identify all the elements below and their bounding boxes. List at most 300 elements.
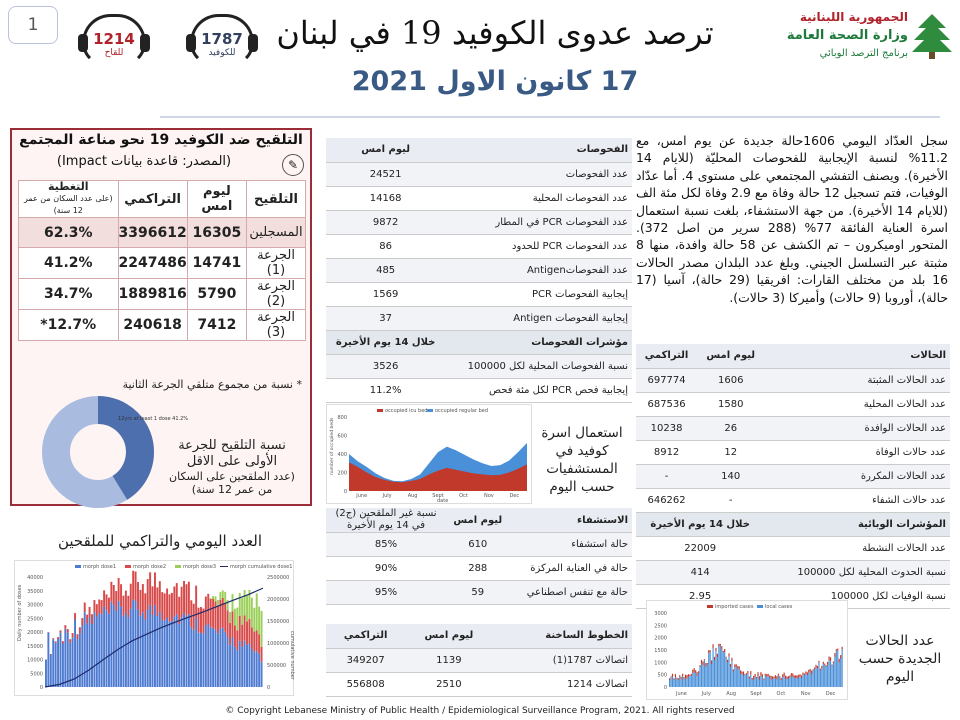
dose2-bar xyxy=(227,610,229,636)
tick-label: 2500000 xyxy=(267,575,290,581)
dose2-bar xyxy=(72,633,74,637)
local-cases-bar xyxy=(805,674,806,687)
vaccination-title: التلقيح ضد الكوفيد 19 نحو مناعة المجتمع xyxy=(19,132,303,148)
imported-cases-bar xyxy=(681,677,682,679)
dose2-bar xyxy=(110,582,112,602)
dose3-bar xyxy=(246,596,248,622)
local-cases-bar xyxy=(791,676,792,687)
local-cases-bar xyxy=(695,673,696,687)
report-date: 17 كانون الاول 2021 xyxy=(351,66,639,97)
imported-cases-bar xyxy=(726,657,727,658)
local-cases-bar xyxy=(778,676,779,687)
dose1-bar xyxy=(176,614,178,687)
imported-cases-bar xyxy=(786,677,787,680)
imported-cases-bar xyxy=(714,657,715,660)
dose2-bar xyxy=(76,634,78,639)
imported-cases-bar xyxy=(773,677,774,678)
copyright: © Copyright Lebanese Ministry of Public Health / Epidemiological Surveillance Program, 2021. All rights reserved xyxy=(225,706,735,716)
imported-cases-bar xyxy=(775,675,776,678)
tick-label: 500 xyxy=(657,672,667,679)
local-cases-bar xyxy=(801,678,802,687)
imported-cases-bar xyxy=(815,665,816,668)
local-cases-bar xyxy=(669,680,670,687)
logo-line-2: وزارة الصحة العامة xyxy=(786,28,908,43)
local-cases-bar xyxy=(701,664,702,687)
imported-cases-bar xyxy=(682,674,683,677)
imported-cases-bar xyxy=(802,673,803,676)
imported-cases-bar xyxy=(733,669,734,671)
dose2-bar xyxy=(219,600,221,629)
dose1-bar xyxy=(246,645,248,687)
local-cases-bar xyxy=(826,667,827,687)
dose2-bar xyxy=(137,582,139,609)
local-cases-bar xyxy=(681,679,682,687)
imported-cases-bar xyxy=(760,672,761,676)
table-row: عدد الفحوصات 24521 xyxy=(326,162,632,186)
tick-label: 35000 xyxy=(27,588,43,595)
dose1-bar xyxy=(81,625,83,687)
imported-cases-bar xyxy=(715,648,716,651)
imported-cases-bar xyxy=(737,666,738,669)
local-cases-bar xyxy=(836,651,837,687)
dose3-bar xyxy=(253,608,255,632)
dose2-bar xyxy=(251,627,253,649)
local-cases-bar xyxy=(694,672,695,687)
imported-cases-bar xyxy=(829,657,830,661)
imported-cases-bar xyxy=(801,675,802,678)
dose2-bar xyxy=(215,602,217,630)
tick-label: Nov xyxy=(483,493,494,499)
hotlines-header-daily: ليوم امس xyxy=(405,624,492,648)
imported-cases-bar xyxy=(839,659,840,663)
imported-cases-bar xyxy=(842,647,843,650)
dose2-bar xyxy=(246,621,248,644)
local-cases-bar xyxy=(821,669,822,687)
tick-label: Sept xyxy=(750,691,762,697)
legend-icu: occupied icu bed xyxy=(385,408,428,414)
dose3-bar xyxy=(244,590,246,615)
bed-occupancy-chart xyxy=(326,404,532,504)
dose1-bar xyxy=(101,614,103,687)
dose2-bar xyxy=(132,571,134,600)
imported-cases-bar xyxy=(689,675,690,676)
occupancy-caption: استعمال اسرة كوفيد في المستشفيات حسب اليوم xyxy=(541,425,623,495)
imported-cases-bar xyxy=(795,675,796,678)
dose2-bar xyxy=(210,599,212,628)
dose2-bar xyxy=(198,608,200,633)
hotlines-header-label: الخطوط الساخنة xyxy=(492,624,632,648)
tick-label: 2000 xyxy=(654,635,667,642)
vaccination-footnote: * نسبة من مجموع متلقي الجرعة الثانية xyxy=(122,378,302,391)
imported-cases-bar xyxy=(675,674,676,677)
dose1-bar xyxy=(166,617,168,687)
dose3-bar xyxy=(224,592,226,604)
tick-label: 0 xyxy=(663,685,667,691)
imported-cases-bar xyxy=(782,674,783,677)
local-cases-bar xyxy=(711,664,712,687)
dose1-bar xyxy=(47,633,49,687)
dose1-bar xyxy=(76,639,78,687)
local-cases-bar xyxy=(772,679,773,687)
hospital-header-unvaccinated: نسبة غير الملقحين (ج2) في 14 يوم الأخيرة xyxy=(326,508,446,533)
summary-paragraph: سجل العدّاد اليومي 1606حالة جديدة عن يوم امس، مع 11.2% لنسبة الإيجابية للفحوصات المحليّة (للايام 14 الأخيرة). ويصنف التفشي المجتمعي على مستوى 4. أما عدّاد الوفيات، فتم تسجيل 12 حالة وفاة مع 2.9 وفاة لكل مئة الف (للايام 14 الأخيرة). من جهة الاستشفاء، بلغت نسبة استعمال اسرة العناية الفائقة 77% (288 سرير من اصل 372). المتحور اوميكرون – تم الكشف عن 58 حالة وافدة، منها 8 مثبتة عبر التسلسل الجيني. وبلغ عدد البلدان مصدر الحالات 16 بلد من مختلف القارات: افريقيا (29 حالة)، آسيا (17 حالة)، أوروبا (9 حالات) وأميركا (3 حالات). xyxy=(636,133,949,305)
hotlines-table xyxy=(326,624,632,697)
local-cases-bar xyxy=(743,675,744,687)
dose2-bar xyxy=(60,630,62,632)
dose2-bar xyxy=(261,647,263,662)
dose1-bar xyxy=(241,647,243,687)
tick-label: 2500 xyxy=(654,623,667,630)
dose3-bar xyxy=(229,612,231,623)
local-cases-bar xyxy=(746,674,747,687)
imported-cases-bar xyxy=(669,678,670,680)
table-row: عدد الحالات المحلية 1580 687536 xyxy=(636,392,950,416)
dose3-bar xyxy=(258,607,260,635)
new-cases-chart xyxy=(646,600,848,700)
local-cases-bar xyxy=(834,656,835,687)
tick-label: 25000 xyxy=(27,616,43,623)
legend-cumulative: morph cumulative dose1 xyxy=(230,564,293,570)
dose2-bar xyxy=(176,583,178,614)
imported-cases-bar xyxy=(824,664,825,665)
local-cases-bar xyxy=(800,676,801,687)
local-cases-bar xyxy=(760,676,761,687)
hospital-table xyxy=(326,508,632,605)
dose2-bar xyxy=(154,572,156,605)
dose2-bar xyxy=(139,590,141,616)
imported-cases-bar xyxy=(840,655,841,659)
legend-imported: imported cases xyxy=(715,604,754,610)
local-cases-bar xyxy=(705,667,706,687)
dose2-bar xyxy=(171,593,173,621)
imported-cases-bar xyxy=(791,673,792,676)
local-cases-bar xyxy=(736,667,737,687)
local-cases-bar xyxy=(788,678,789,687)
imported-cases-bar xyxy=(794,676,795,678)
imported-cases-bar xyxy=(772,676,773,679)
dose1-bar xyxy=(125,613,127,687)
imported-cases-bar xyxy=(746,673,747,674)
table-row: عدد الحالات المثبتة 1606 697774 xyxy=(636,368,950,392)
local-cases-bar xyxy=(714,660,715,687)
dose1-bar xyxy=(142,612,144,687)
local-cases-bar xyxy=(682,676,683,687)
imported-cases-bar xyxy=(779,676,780,678)
imported-cases-bar xyxy=(718,644,719,647)
dose2-bar xyxy=(152,586,154,615)
local-cases-bar xyxy=(733,671,734,687)
legend-local: local cases xyxy=(765,604,793,610)
table-row: اتصالات 1214 2510 556808 xyxy=(326,672,632,696)
dose2-bar xyxy=(103,590,105,606)
vac-y2label: cumulative number xyxy=(289,631,295,680)
local-cases-bar xyxy=(688,677,689,687)
dose2-bar xyxy=(74,613,76,619)
hotline-vaccine-number: 1214 xyxy=(93,30,135,48)
local-cases-bar xyxy=(710,652,711,687)
local-cases-bar xyxy=(831,666,832,687)
page-number: 1 xyxy=(8,6,58,44)
imported-cases-bar xyxy=(708,650,709,653)
imported-cases-bar xyxy=(788,676,789,678)
dose1-bar xyxy=(185,616,187,687)
table-row: عدد الفحوصاتAntigen 485 xyxy=(326,258,632,282)
imported-cases-bar xyxy=(673,678,674,680)
tick-label: 0 xyxy=(39,685,43,691)
dose2-bar xyxy=(127,596,129,617)
dose3-bar xyxy=(212,596,214,599)
imported-cases-bar xyxy=(676,678,677,679)
dose1-bar xyxy=(253,652,255,687)
imported-cases-bar xyxy=(743,672,744,676)
local-cases-bar xyxy=(765,676,766,687)
dose2-bar xyxy=(106,594,108,610)
imported-cases-bar xyxy=(704,659,705,660)
local-cases-bar xyxy=(685,678,686,687)
imported-cases-bar xyxy=(750,671,751,674)
dose2-bar xyxy=(258,634,260,654)
dose1-bar xyxy=(227,636,229,687)
cases-header-label: الحالات xyxy=(764,344,950,368)
tick-label: 2000000 xyxy=(267,597,290,603)
dose2-bar xyxy=(79,627,81,633)
local-cases-bar xyxy=(839,662,840,687)
local-cases-bar xyxy=(672,677,673,687)
imported-cases-bar xyxy=(811,671,812,675)
imported-cases-bar xyxy=(744,674,745,675)
dose1-bar xyxy=(239,641,241,687)
dose2-bar xyxy=(236,630,238,650)
dose1-bar xyxy=(164,621,166,687)
dose1-bar xyxy=(45,660,47,688)
dose2-bar xyxy=(232,612,234,638)
imported-cases-bar xyxy=(757,672,758,676)
imported-cases-bar xyxy=(837,649,838,651)
imported-cases-bar xyxy=(684,677,685,680)
vaccination-daily-chart xyxy=(14,560,294,696)
dose2-bar xyxy=(181,587,183,617)
dose2-bar xyxy=(69,639,71,642)
vaccination-chart-title: العدد اليومي والتراكمي للملقحين xyxy=(57,532,263,550)
imported-cases-bar xyxy=(814,667,815,669)
local-cases-bar xyxy=(708,653,709,687)
hospital-header-daily: ليوم امس xyxy=(446,508,510,533)
imported-cases-bar xyxy=(818,661,819,663)
dose2-bar xyxy=(52,638,54,639)
table-row: عدد الفحوصات PCR للحدود 86 xyxy=(326,234,632,258)
local-cases-bar xyxy=(675,677,676,687)
dose2-bar xyxy=(224,604,226,632)
dose2-bar xyxy=(120,584,122,606)
imported-cases-bar xyxy=(685,675,686,678)
imported-cases-bar xyxy=(711,660,712,664)
imported-cases-bar xyxy=(694,668,695,672)
local-cases-bar xyxy=(702,665,703,687)
dose1-bar xyxy=(154,605,156,687)
imported-cases-bar xyxy=(804,674,805,675)
table-row: حالة مع تنفس اصطناعي 59 95% xyxy=(326,581,632,605)
local-cases-bar xyxy=(676,679,677,687)
new-cases-caption: عدد الحالات الجديدة حسب اليوم xyxy=(858,633,942,685)
imported-cases-bar xyxy=(836,649,837,651)
imported-cases-bar xyxy=(736,664,737,666)
tick-label: 800 xyxy=(337,415,347,421)
dose1-bar xyxy=(159,612,161,687)
tick-label: Sept xyxy=(432,493,444,499)
dose1-bar xyxy=(60,633,62,687)
page-title: ترصد عدوى الكوفيد 19 في لبنان xyxy=(276,14,714,52)
dose2-bar xyxy=(84,603,86,613)
table-row: عدد الفحوصات المحلية 14168 xyxy=(326,186,632,210)
dose2-bar xyxy=(101,600,103,614)
imported-cases-bar xyxy=(834,653,835,656)
local-cases-bar xyxy=(692,673,693,687)
dose2-bar xyxy=(229,623,231,645)
tick-label: 0 xyxy=(267,685,271,691)
imported-cases-bar xyxy=(768,674,769,676)
local-cases-bar xyxy=(747,674,748,687)
local-cases-bar xyxy=(784,676,785,687)
local-cases-bar xyxy=(795,678,796,687)
imported-cases-bar xyxy=(813,669,814,670)
dose1-bar xyxy=(127,617,129,687)
table-row: اتصالات 1787(1) 1139 349207 xyxy=(326,648,632,672)
tick-label: 40000 xyxy=(27,575,43,581)
tick-label: June xyxy=(675,691,687,697)
dose2-bar xyxy=(86,615,88,624)
dose3-bar xyxy=(256,593,258,630)
local-cases-bar xyxy=(750,675,751,687)
imported-cases-bar xyxy=(831,665,832,666)
local-cases-bar xyxy=(673,680,674,687)
dose1-bar xyxy=(183,613,185,687)
imported-cases-bar xyxy=(833,661,834,663)
table-row: الجرعة (3) 7412 240618 12.7%* xyxy=(19,310,306,341)
header-divider xyxy=(160,116,940,118)
legend-dose2: morph dose2 xyxy=(133,564,167,570)
dose2-bar xyxy=(125,591,127,613)
imported-cases-bar xyxy=(808,670,809,673)
dose1-bar xyxy=(91,624,93,687)
tick-label: 1000000 xyxy=(267,641,290,647)
dose2-bar xyxy=(113,585,115,605)
dose1-bar xyxy=(232,637,234,687)
imported-cases-bar xyxy=(691,674,692,676)
cases-header-cumulative: التراكمي xyxy=(636,344,697,368)
dose1-bar xyxy=(169,622,171,687)
dose1-bar xyxy=(96,616,98,687)
local-cases-bar xyxy=(753,680,754,687)
local-cases-bar xyxy=(789,678,790,687)
col-coverage: التغطية (على عدد السكان من عمر 12 سنة) xyxy=(19,181,119,218)
imported-cases-bar xyxy=(740,670,741,674)
dose2-bar xyxy=(118,578,120,601)
dose1-bar xyxy=(103,607,105,687)
occ-ylabel: number of occupied beds xyxy=(330,417,335,475)
dose2-bar xyxy=(164,593,166,620)
dose1-bar xyxy=(137,609,139,687)
dose1-bar xyxy=(113,605,115,687)
local-cases-bar xyxy=(781,680,782,687)
imported-cases-bar xyxy=(823,662,824,665)
dose2-bar xyxy=(256,631,258,652)
tick-label: Aug xyxy=(407,493,418,499)
dose1-bar xyxy=(123,616,125,687)
dose1-bar xyxy=(132,600,134,687)
dose2-bar xyxy=(142,584,144,612)
dose2-bar xyxy=(62,641,64,643)
tick-label: 10000 xyxy=(27,657,43,664)
imported-cases-bar xyxy=(695,670,696,673)
local-cases-bar xyxy=(817,668,818,687)
local-cases-bar xyxy=(813,671,814,687)
tick-label: 400 xyxy=(337,452,347,458)
table-row: نسبة الحدوث المحلية لكل 100000 414 xyxy=(636,560,950,584)
imported-cases-bar xyxy=(688,674,689,677)
dose2-bar xyxy=(190,600,192,627)
dose1-bar xyxy=(248,644,250,687)
dose1-bar xyxy=(222,628,224,687)
dose3-bar xyxy=(234,609,236,626)
donut-caption: نسبة التلقيح للجرعة الأولى على الاقل (عدد الملقحين على السكان من عمر 12 سنة) xyxy=(169,438,295,496)
occ-xlabel: date xyxy=(437,498,449,504)
local-cases-bar xyxy=(679,677,680,687)
table-row: الجرعة (1) 14741 2247486 41.2% xyxy=(19,248,306,279)
imported-cases-bar xyxy=(766,674,767,677)
vaccination-donut-chart xyxy=(38,392,189,512)
local-cases-bar xyxy=(724,652,725,687)
local-cases-bar xyxy=(678,680,679,687)
local-cases-bar xyxy=(737,669,738,687)
dose3-bar xyxy=(261,611,263,647)
local-cases-bar xyxy=(802,675,803,687)
local-cases-bar xyxy=(715,651,716,687)
cedar-icon xyxy=(912,12,952,60)
dose3-bar xyxy=(222,590,224,597)
vaccination-panel xyxy=(10,128,312,506)
imported-cases-bar xyxy=(769,676,770,677)
dose3-bar xyxy=(215,596,217,601)
local-cases-bar xyxy=(728,657,729,687)
local-cases-bar xyxy=(798,678,799,687)
local-cases-bar xyxy=(840,659,841,687)
dose1-bar xyxy=(135,601,137,687)
imported-cases-bar xyxy=(778,674,779,676)
dose2-bar xyxy=(185,584,187,616)
hotline-covid-number: 1787 xyxy=(201,30,243,48)
tick-label: Dec xyxy=(825,691,836,697)
local-cases-bar xyxy=(717,657,718,687)
imported-cases-bar xyxy=(753,676,754,680)
dose3-bar xyxy=(236,608,238,631)
dose1-bar xyxy=(139,616,141,687)
dose2-bar xyxy=(156,587,158,616)
tick-label: 1500 xyxy=(654,648,667,654)
local-cases-bar xyxy=(689,676,690,687)
imported-cases-bar xyxy=(830,657,831,661)
imported-cases-bar xyxy=(797,676,798,679)
dose1-bar xyxy=(195,617,197,687)
local-cases-bar xyxy=(794,678,795,687)
dose2-bar xyxy=(207,594,209,624)
imported-cases-bar xyxy=(776,676,777,679)
dose2-bar xyxy=(98,599,100,613)
local-cases-bar xyxy=(731,661,732,687)
hotline-vaccine-badge xyxy=(78,10,150,68)
dose2-bar xyxy=(57,637,59,639)
vac-ylabel: Daily number of doses xyxy=(17,584,23,641)
dose1-bar xyxy=(178,624,180,687)
